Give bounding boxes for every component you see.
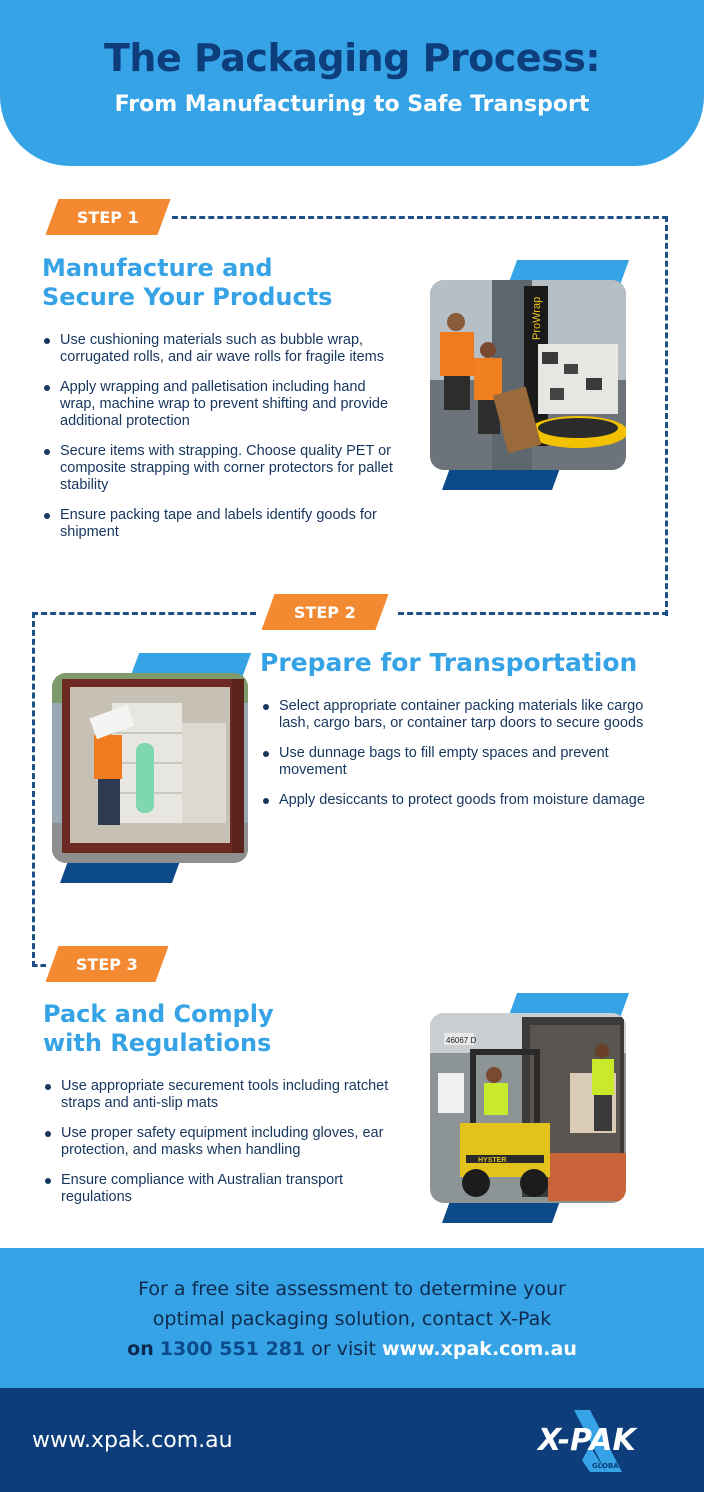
footer	[0, 1388, 704, 1492]
step-3-title-line: Pack and Comply	[43, 1000, 274, 1028]
accent-shape	[60, 861, 180, 883]
xpak-logo[interactable]	[530, 1406, 670, 1476]
step-2-bullet-list	[261, 698, 671, 822]
container-packing-photo	[52, 673, 248, 863]
connector-line	[32, 612, 256, 615]
header-banner	[0, 0, 704, 166]
step-2-label: STEP 2	[293, 603, 356, 622]
forklift-brand-text: HYSTER	[478, 1157, 507, 1164]
forklift-loading-photo	[430, 1013, 626, 1203]
connector-line	[398, 612, 668, 615]
cta-text-line	[0, 1334, 704, 1364]
connector-line	[665, 216, 668, 616]
list-item: Ensure packing tape and labels identify goods for shipment	[42, 507, 402, 541]
plate-text: 46067 D	[446, 1036, 477, 1045]
step-3-label: STEP 3	[75, 955, 138, 974]
step-3-title-line: with Regulations	[43, 1029, 272, 1057]
list-item: Apply wrapping and palletisation including hand wrap, machine wrap to prevent shifting and provide additional protection	[42, 379, 402, 430]
list-item: Apply desiccants to protect goods from moisture damage	[261, 792, 671, 809]
step-1-badge	[45, 199, 170, 235]
cta-text-line: For a free site assessment to determine your	[138, 1278, 566, 1300]
accent-shape	[442, 468, 560, 490]
cta-or-visit-text: or visit	[311, 1338, 376, 1360]
logo-subtext: GLOBAL	[592, 1462, 624, 1470]
accent-shape	[442, 1201, 560, 1223]
step-1-title	[42, 254, 332, 312]
list-item: Select appropriate container packing materials like cargo lash, cargo bars, or container tarp doors to secure goods	[261, 698, 671, 732]
step-3-title	[43, 1000, 274, 1058]
step-2-badge	[261, 594, 388, 630]
page-subtitle: From Manufacturing to Safe Transport	[114, 92, 590, 117]
step-1-title-line: Secure Your Products	[42, 283, 333, 311]
list-item: Use appropriate securement tools including ratchet straps and anti-slip mats	[43, 1078, 403, 1112]
cta-banner	[0, 1248, 704, 1388]
step-1-title-line: Manufacture and	[42, 254, 273, 282]
list-item: Use dunnage bags to fill empty spaces and prevent movement	[261, 745, 671, 779]
list-item: Ensure compliance with Australian transport regulations	[43, 1172, 403, 1206]
step-2-title: Prepare for Transportation	[260, 648, 638, 677]
footer-url-link[interactable]: www.xpak.com.au	[32, 1428, 233, 1453]
website-link[interactable]: www.xpak.com.au	[381, 1338, 577, 1360]
list-item: Secure items with strapping. Choose quality PET or composite strapping with corner protectors for pallet stability	[42, 443, 402, 494]
step-1-photo-frame	[430, 260, 630, 492]
pallet-wrapping-photo	[430, 280, 626, 470]
logo-text: X-PAK	[538, 1423, 636, 1458]
step-3-badge	[45, 946, 168, 982]
cta-text-line: optimal packaging solution, contact X-Pak	[152, 1308, 552, 1330]
step-1-label: STEP 1	[76, 208, 139, 227]
connector-line	[32, 612, 35, 967]
step-3-photo-frame	[430, 993, 630, 1225]
step-3-bullet-list	[43, 1078, 403, 1219]
step-1-bullet-list	[42, 332, 402, 554]
phone-number-link[interactable]: 1300 551 281	[159, 1338, 306, 1360]
list-item: Use cushioning materials such as bubble wrap, corrugated rolls, and air wave rolls for fragile items	[42, 332, 402, 366]
connector-line	[172, 216, 668, 219]
page-title: The Packaging Process:	[103, 36, 601, 80]
connector-line	[32, 964, 46, 967]
list-item: Use proper safety equipment including gloves, ear protection, and masks when handling	[43, 1125, 403, 1159]
cta-on-text: on	[127, 1338, 154, 1360]
step-2-photo-frame	[52, 653, 252, 885]
prowrap-sign: ProWrap	[531, 296, 543, 340]
